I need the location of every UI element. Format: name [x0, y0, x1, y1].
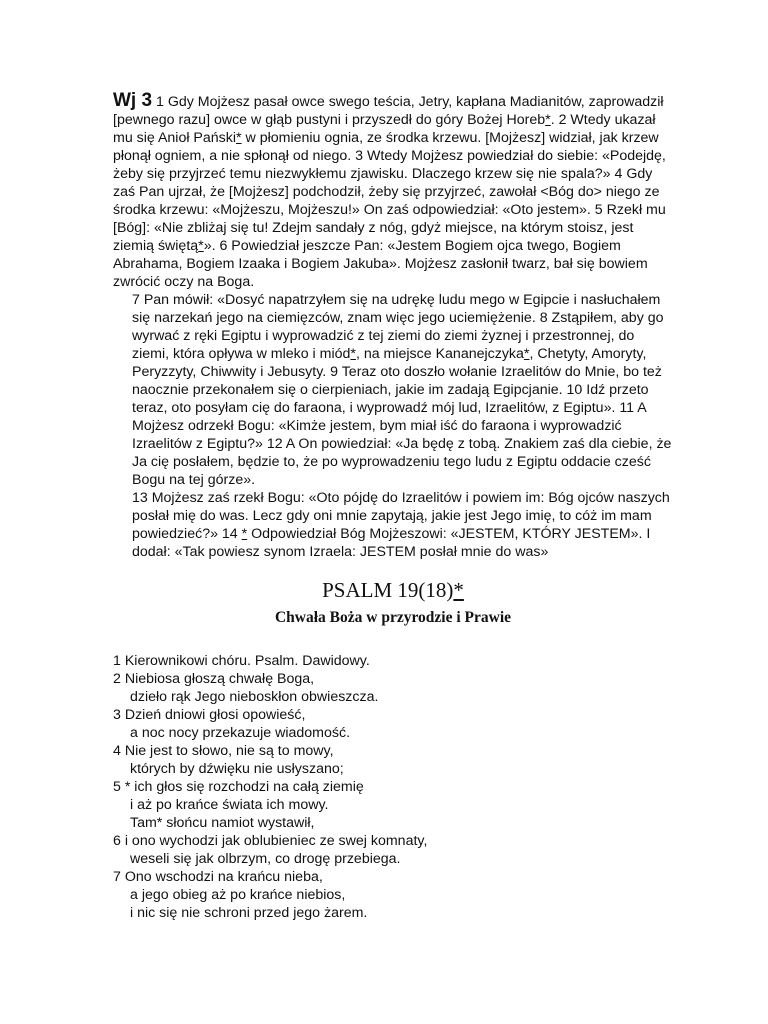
psalm-subtitle: Chwała Boża w przyrodzie i Prawie	[274, 609, 512, 626]
psalm-line: 1 Kierownikowi chóru. Psalm. Dawidowy.	[113, 653, 370, 669]
exodus-text: Odpowiedział Bóg Mojżeszowi: «JESTEM, KTÓRY JESTEM». I dodał: «Tak powiesz synom Izraela: JESTEM posłał mnie do was»	[132, 526, 655, 560]
exodus-text: . 2 Wtedy ukazał mu się Anioł Pański	[113, 112, 660, 146]
psalm-verses	[113, 652, 673, 922]
psalm-line: dzieło rąk Jego nieboskłon obwieszcza.	[130, 689, 379, 705]
psalm-line: 4 Nie jest to słowo, nie są to mowy,	[113, 743, 334, 759]
exodus-text: , na miejsce Kananejczyka	[355, 346, 524, 362]
psalm-line: 6 i ono wychodzi jak oblubieniec ze swej komnaty,	[113, 833, 428, 849]
exodus-paragraph-3	[113, 489, 673, 561]
psalm-line: Tam* słońcu namiot wystawił,	[130, 815, 315, 831]
exodus-paragraph-1	[113, 92, 673, 291]
psalm-line: 2 Niebiosa głoszą chwałę Boga,	[113, 671, 315, 687]
footnote-marker[interactable]: *	[523, 346, 530, 362]
document-page	[113, 90, 676, 922]
chapter-reference: Wj 3	[113, 90, 153, 111]
exodus-text: ». 6 Powiedział jeszcze Pan: «Jestem Bogiem ojca twego, Bogiem Abrahama, Bogiem Izaaka i Bogiem Jakuba». Mojżesz zasłonił twarz, bał się bowiem zwrócić oczy na Boga.	[113, 238, 652, 290]
psalm-line: a noc nocy przekazuje wiadomość.	[130, 725, 351, 741]
exodus-text: , Chetyty, Amoryty, Peryzzyty, Chiwwity i Jebusyty. 9 Teraz oto doszło wołanie Izraelitów do Mnie, bo też naocznie przekonałem się o cierpieniach, jakie im zadają Egipcjanie. 10 Idź przeto teraz, oto posyłam cię do faraona, i wyprowadź mój lud, Izraelitów, z Egiptu». 11 A Mojżesz odrzekł Bogu: «Kimże jestem, bym miał iść do faraona i wyprowadzić Izraelitów z Egiptu?» 12 A On powiedział: «Ja będę z tobą. Znakiem zaś dla ciebie, że Ja cię posłałem, będzie to, że po wyprowadzeniu tego ludu z Egiptu oddacie cześć Bogu na tej górze».	[132, 346, 676, 488]
psalm-title-text: PSALM 19(18)	[322, 578, 454, 602]
exodus-text: 7 Pan mówił: «Dosyć napatrzyłem się na udrękę ludu mego w Egipcie i nasłuchałem się narzekań jego na ciemięzców, znam więc jego uciemiężenie. 8 Zstąpiłem, aby go wyrwać z ręki Egiptu i wyprowadzić z tej ziemi do ziemi żyznej i przestronnej, do ziemi, która opływa w mleko i miód	[132, 292, 668, 362]
footnote-marker[interactable]: *	[241, 526, 248, 542]
footnote-marker[interactable]: *	[453, 578, 464, 602]
footnote-marker[interactable]: *	[236, 130, 242, 146]
psalm-line: 3 Dzień dniowi głosi opowieść,	[113, 707, 306, 723]
psalm-line: i aż po krańce świata ich mowy.	[130, 797, 329, 813]
psalm-line: weseli się jak olbrzym, co drogę przebiega.	[130, 851, 401, 867]
psalm-line: których by dźwięku nie usłyszano;	[130, 761, 344, 777]
exodus-paragraph-2	[113, 291, 676, 489]
psalm-line: i nic się nie schroni przed jego żarem.	[130, 905, 368, 921]
footnote-marker[interactable]: *	[350, 346, 356, 362]
psalm-line: 7 Ono wschodzi na krańcu nieba,	[113, 869, 323, 885]
psalm-line: 5 * ich głos się rozchodzi na całą ziemię	[113, 779, 364, 795]
exodus-text: 1 Gdy Mojżesz pasał owce swego teścia, Jetry, kapłana Madianitów, zaprowadził [pewnego razu] owce w głąb pustyni i przyszedł do góry Bożej Horeb	[113, 94, 668, 128]
psalm-title	[113, 578, 673, 602]
footnote-marker[interactable]: *	[545, 112, 551, 128]
psalm-line: a jego obieg aż po krańce niebios,	[130, 887, 346, 903]
exodus-text: 13 Mojżesz zaś rzekł Bogu: «Oto pójdę do Izraelitów i powiem im: Bóg ojców naszych posłał mię do was. Lecz gdy oni mnie zapytają, jakie jest Jego imię, to cóż im mam powiedzieć?» 14	[132, 490, 674, 542]
footnote-marker[interactable]: *	[198, 238, 204, 254]
exodus-text: w płomieniu ognia, ze środka krzewu. [Mojżesz] widział, jak krzew płonął ogniem, a nie spłonął od niego. 3 Wtedy Mojżesz powiedział do siebie: «Podejdę, żeby się przyjrzeć temu niezwykłemu zjawisku. Dlaczego krzew się nie spala?» 4 Gdy zaś Pan ujrzał, że [Mojżesz] podchodził, żeby się przyjrzeć, zawołał <Bóg do> niego ze środka krzewu: «Mojżeszu, Mojżeszu!» On zaś odpowiedział: «Oto jestem». 5 Rzekł mu [Bóg]: «Nie zbliżaj się tu! Zdejm sandały z nóg, gdyż miejsce, na którym stoisz, jest ziemią świętą	[113, 130, 670, 254]
